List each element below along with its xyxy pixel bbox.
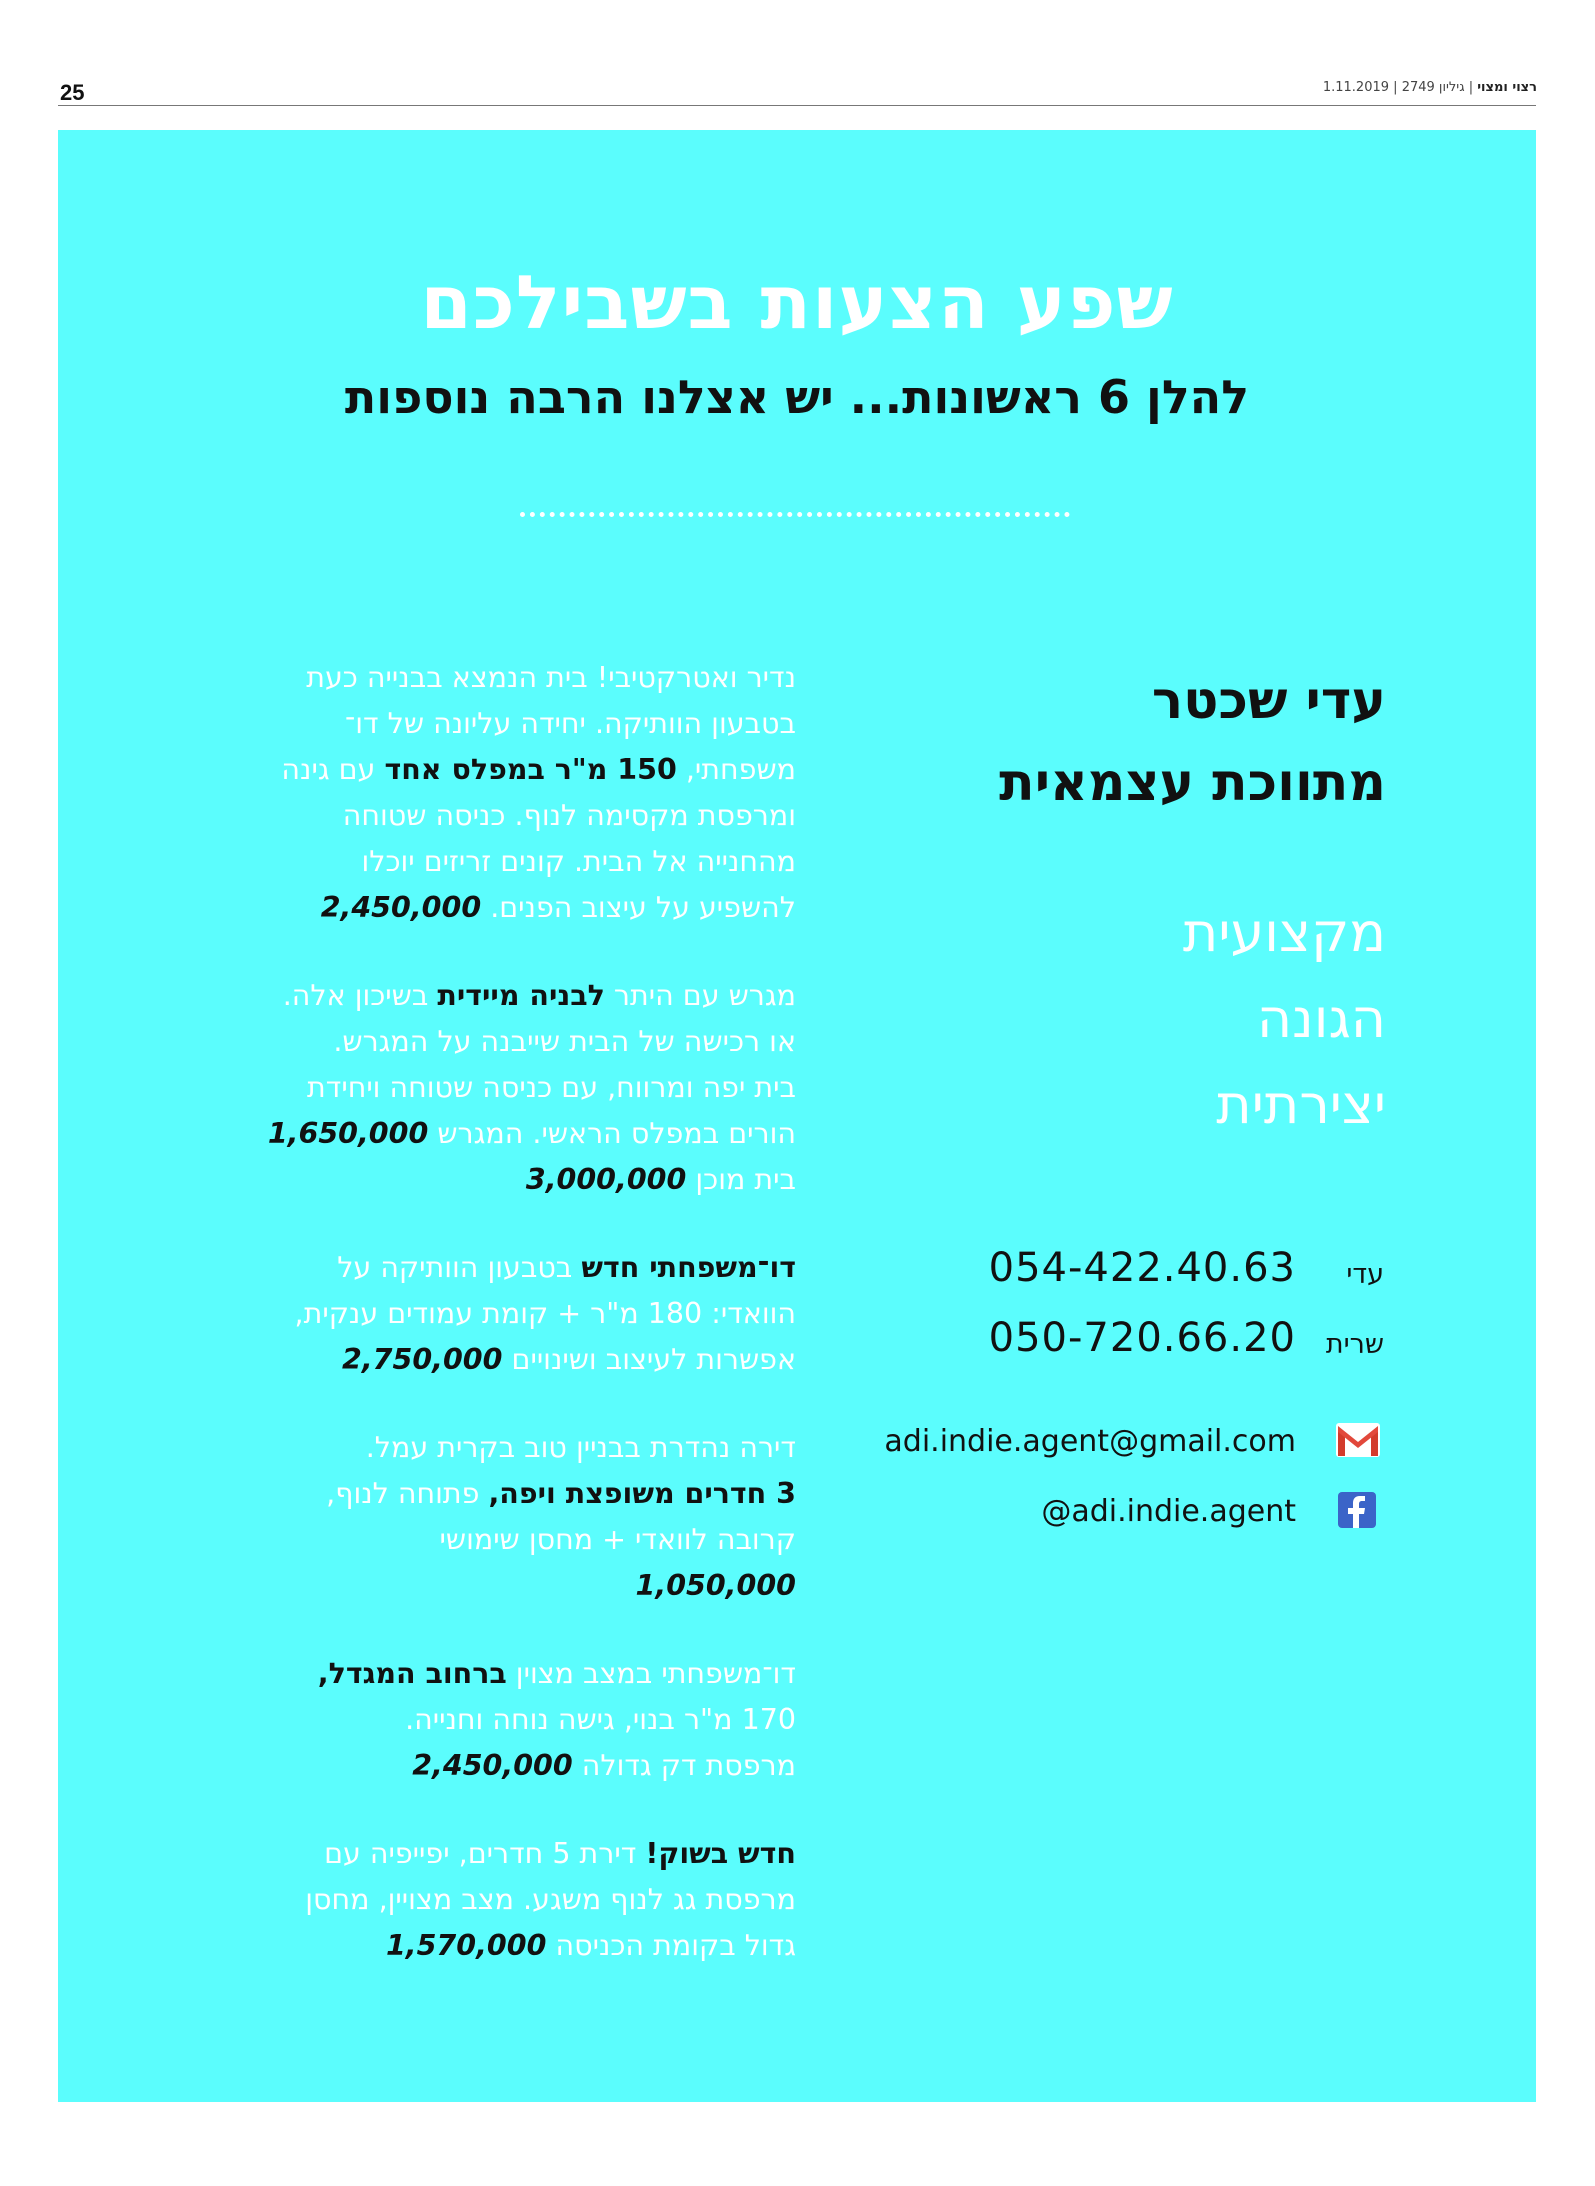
listing-highlight: 3 חדרים משופצת ויפה,: [488, 1477, 796, 1510]
listing-text: דו־משפחתי במצב מצוין: [506, 1657, 796, 1690]
listing-3: [196, 1245, 796, 1383]
listing-text: בית יפה ומרווח, עם כניסה שטוחה ויחידת: [307, 1071, 796, 1104]
gmail-icon: [1335, 1420, 1381, 1460]
headline: שפע הצעות בשבילכם: [420, 260, 1174, 346]
listing-text: אפשרות לעיצוב ושינויים: [502, 1343, 796, 1376]
listing-text: הוואדי: 180 מ"ר + קומת עמודים ענקית,: [294, 1297, 796, 1330]
listing-line: [196, 1065, 796, 1111]
subheadline: להלן 6 ראשונות... יש אצלנו הרבה נוספות: [344, 370, 1250, 424]
listing-text: מגרש עם היתר: [604, 979, 796, 1012]
listing-text: דירת 5 חדרים, יפייפיה עם: [324, 1837, 646, 1870]
agent-name: עדי שכטר: [1151, 671, 1386, 731]
listing-line: [196, 885, 796, 931]
dotted-divider: [520, 512, 1070, 517]
listing-text: או רכישה של הבית שייבנה על המגרש.: [333, 1025, 796, 1058]
listing-price: 3,000,000: [525, 1163, 687, 1196]
contact-label: שרית: [1325, 1329, 1384, 1360]
listing-line: [196, 839, 796, 885]
phone-number[interactable]: 054-422.40.63: [988, 1245, 1296, 1291]
listing-text: משפחתי,: [676, 753, 796, 786]
listing-line: [196, 1157, 796, 1203]
header-rule: [58, 105, 1536, 106]
listing-2: [196, 973, 796, 1203]
listing-line: [196, 1019, 796, 1065]
listing-text: להשפיע על עיצוב הפנים.: [481, 891, 796, 924]
listing-highlight: לבניה מיידית: [437, 979, 605, 1012]
listing-line: [196, 1337, 796, 1383]
listing-line: [196, 1697, 796, 1743]
listing-text: בית מוכן: [686, 1163, 796, 1196]
listing-line: [196, 701, 796, 747]
listing-text: 170 מ"ר בנוי, גישה נוחה וחנייה.: [405, 1703, 796, 1736]
value-item: מקצועית: [1182, 901, 1386, 964]
email-link[interactable]: adi.indie.agent@gmail.com: [884, 1424, 1296, 1459]
listing-text: מהחנייה אל הבית. קונים זריזים יוכלו: [361, 845, 796, 878]
value-item: יצירתית: [1216, 1073, 1386, 1136]
listing-line: [196, 1831, 796, 1877]
issue-date: 1.11.2019: [1322, 80, 1390, 95]
listing-5: [196, 1651, 796, 1789]
listing-price: 1,570,000: [385, 1929, 547, 1962]
facebook-link[interactable]: @adi.indie.agent: [1041, 1494, 1296, 1529]
listing-text: מרפסת גג לנוף משגע. מצב מצויין, מחסן: [305, 1883, 796, 1916]
listing-text: נדיר ואטרקטיבי! בית הנמצא בבנייה כעת: [306, 661, 796, 694]
issue-number: גיליון 2749: [1401, 80, 1465, 95]
phone-number[interactable]: 050-720.66.20: [988, 1315, 1296, 1361]
listing-price: 1,650,000: [267, 1117, 429, 1150]
listing-price: 2,750,000: [342, 1343, 503, 1376]
listing-highlight: דו־משפחתי חדש: [581, 1251, 796, 1284]
listing-text: הורים במפלס הראשי. המגרש: [428, 1117, 796, 1150]
agent-values: [1183, 890, 1386, 1148]
agent-title: מתווכת עצמאית: [999, 753, 1386, 813]
listing-line: [196, 747, 796, 793]
listing-price: 2,450,000: [412, 1749, 573, 1782]
listing-price: 1,050,000: [635, 1569, 796, 1602]
listing-1: [196, 655, 796, 931]
listing-text: קרובה לוואדי + מחסן שימושי: [439, 1523, 796, 1556]
listing-highlight: חדש בשוק!: [645, 1837, 796, 1870]
listing-line: [196, 1291, 796, 1337]
listing-text: גדול בקומת הכניסה: [546, 1929, 796, 1962]
ad-panel: [58, 130, 1536, 2102]
listing-line: [196, 655, 796, 701]
listing-line: [196, 1877, 796, 1923]
listing-highlight: 150 מ"ר במפלס אחד: [384, 753, 677, 786]
listing-text: דירה נהדרת בבניין טוב בקרית עמל.: [365, 1431, 796, 1464]
listing-text: בטבעון הוותיקה על: [337, 1251, 582, 1284]
agent-name-block: [999, 660, 1386, 824]
listing-line: [196, 1245, 796, 1291]
listing-text: פתוחה לנוף,: [326, 1477, 489, 1510]
listing-highlight: ברחוב המגדל,: [317, 1657, 507, 1690]
facebook-icon: [1338, 1492, 1376, 1528]
listing-line: [196, 1563, 796, 1609]
listing-line: [196, 1743, 796, 1789]
value-item: הגונה: [1256, 987, 1386, 1050]
publication-name: רצוי ומצוי: [1477, 80, 1537, 95]
listing-line: [196, 1471, 796, 1517]
masthead: רצוי ומצוי | גיליון 2749 | 1.11.2019: [1322, 80, 1537, 95]
listing-text: ומרפסת מקסימה לנוף. כניסה שטוחה: [342, 799, 796, 832]
listing-line: [196, 973, 796, 1019]
listing-line: [196, 1517, 796, 1563]
listing-line: [196, 1923, 796, 1969]
listing-line: [196, 1425, 796, 1471]
listing-text: עם גינה: [281, 753, 385, 786]
listing-text: בשיכון אלה.: [282, 979, 438, 1012]
listing-line: [196, 1651, 796, 1697]
listing-6: [196, 1831, 796, 1969]
page-number: 25: [60, 80, 85, 105]
listing-line: [196, 793, 796, 839]
listing-text: בטבעון הוותיקה. יחידה עליונה של דו־: [344, 707, 796, 740]
listing-4: [196, 1425, 796, 1609]
listing-text: מרפסת דק גדולה: [572, 1749, 796, 1782]
listings: [196, 655, 796, 2011]
contact-label: עדי: [1346, 1259, 1384, 1290]
listing-price: 2,450,000: [320, 891, 482, 924]
listing-line: [196, 1111, 796, 1157]
